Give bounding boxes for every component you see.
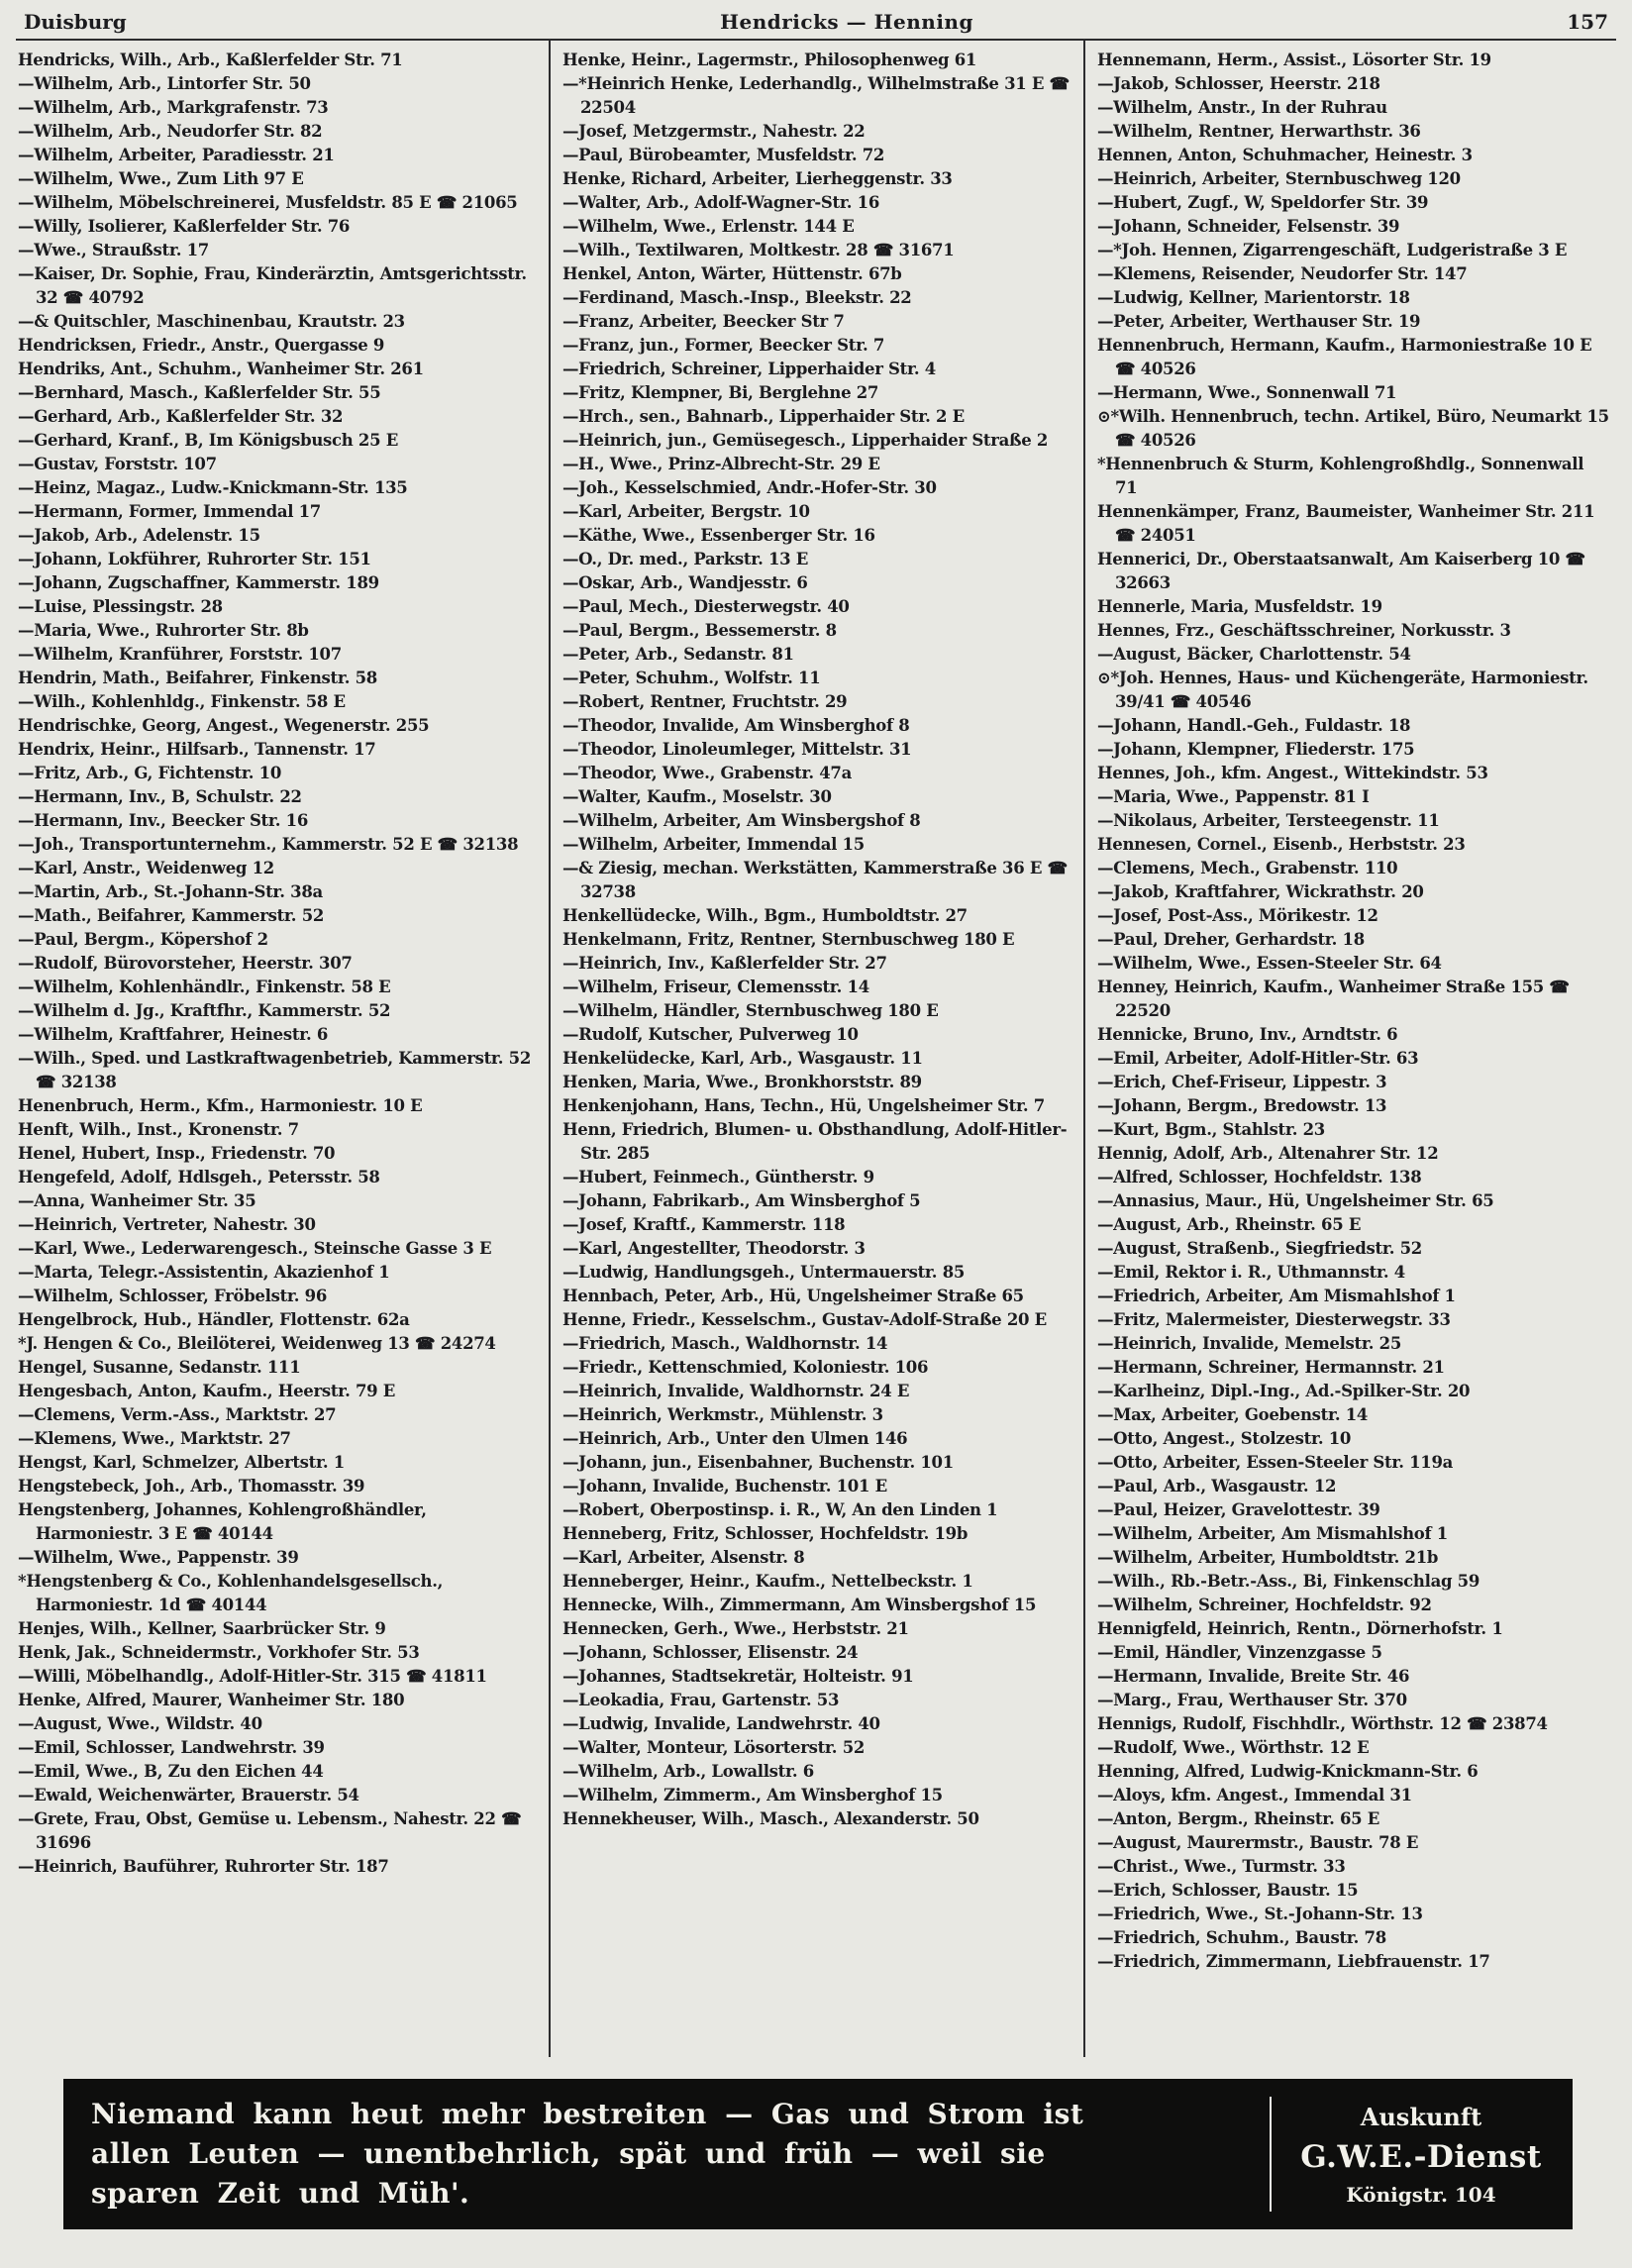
directory-entry: Henkelüdecke, Karl, Arb., Wasgaustr. 11 [561, 1049, 923, 1068]
directory-entry: —Walter, Arb., Adolf-Wagner-Str. 16 [561, 193, 880, 212]
directory-entry: Henke, Heinr., Lagermstr., Philosophenweg 61 [561, 51, 977, 69]
directory-entry: —Wilhelm, Händler, Sternbuschweg 180 E [561, 1001, 939, 1020]
directory-entry: Hendriks, Ant., Schuhm., Wanheimer Str. 261 [18, 360, 424, 378]
directory-entry: Henke, Alfred, Maurer, Wanheimer Str. 180 [18, 1691, 405, 1709]
directory-entry: —Wilhelm, Wwe., Essen-Steeler Str. 64 [1096, 954, 1442, 973]
directory-entry: —Karl, Arbeiter, Alsenstr. 8 [561, 1548, 805, 1567]
directory-entry: —Käthe, Wwe., Essenberger Str. 16 [561, 526, 875, 545]
directory-entry: Hengel, Susanne, Sedanstr. 111 [18, 1358, 301, 1377]
directory-entry: —Gerhard, Kranf., B, Im Königsbusch 25 E [18, 431, 398, 450]
header-title: Hendricks — Henning [720, 10, 973, 34]
directory-entry: —Peter, Arbeiter, Werthauser Str. 19 [1096, 312, 1421, 331]
directory-entry: —Emil, Arbeiter, Adolf-Hitler-Str. 63 [1096, 1049, 1419, 1068]
directory-entry: —Johann, Fabrikarb., Am Winsberghof 5 [561, 1191, 921, 1210]
directory-entry: —Walter, Monteur, Lösorterstr. 52 [561, 1738, 866, 1757]
directory-entry: —Gustav, Forststr. 107 [18, 455, 217, 473]
directory-entry: Hengstebeck, Joh., Arb., Thomasstr. 39 [18, 1477, 365, 1495]
directory-entry: —Klemens, Reisender, Neudorfer Str. 147 [1096, 264, 1468, 283]
directory-entry: Hengstenberg, Johannes, Kohlengroßhändler, Harmoniestr. 3 E ☎ 40144 [18, 1500, 427, 1543]
directory-entry: —Otto, Arbeiter, Essen-Steeler Str. 119a [1096, 1453, 1454, 1472]
directory-entry: Hennigs, Rudolf, Fischhdlr., Wörthstr. 12 ☎ 23874 [1096, 1714, 1548, 1733]
directory-entry: —Heinrich, Invalide, Memelstr. 25 [1096, 1334, 1401, 1353]
directory-entry: —Otto, Angest., Stolzestr. 10 [1096, 1429, 1352, 1448]
directory-entry: —Paul, Bergm., Köpershof 2 [18, 930, 268, 949]
directory-entry: —August, Maurermstr., Baustr. 78 E [1096, 1833, 1419, 1852]
directory-entry: *J. Hengen & Co., Bleilöterei, Weidenweg 13 ☎ 24274 [18, 1334, 496, 1353]
page-number: 157 [1567, 10, 1608, 34]
ad-slogan-line: sparen Zeit und Müh'. [91, 2177, 470, 2210]
directory-entry: —Heinz, Magaz., Ludw.-Knickmann-Str. 135 [18, 478, 408, 497]
directory-entry: —Wilhelm, Arbeiter, Humboldtstr. 21b [1096, 1548, 1439, 1567]
directory-entry: Hennes, Joh., kfm. Angest., Wittekindstr. 53 [1096, 764, 1488, 782]
directory-entry: Henneberg, Fritz, Schlosser, Hochfeldstr. 19b [561, 1524, 969, 1543]
directory-entry: Henne, Friedr., Kesselschm., Gustav-Adolf-Straße 20 E [561, 1310, 1047, 1329]
directory-entry: —Robert, Oberpostinsp. i. R., W, An den Linden 1 [561, 1500, 998, 1519]
ad-slogan-line: allen Leuten — unentbehrlich, spät und früh — weil sie [91, 2137, 1046, 2170]
directory-entry: —Wilhelm, Arbeiter, Paradiesstr. 21 [18, 146, 335, 164]
directory-entry: —Rudolf, Wwe., Wörthstr. 12 E [1096, 1738, 1370, 1757]
directory-entry: —Wilhelm, Kranführer, Forststr. 107 [18, 645, 342, 664]
directory-columns [14, 41, 1618, 2057]
directory-entry: —Hrch., sen., Bahnarb., Lipperhaider Str. 2 E [561, 407, 965, 426]
directory-entry: —Ferdinand, Masch.-Insp., Bleekstr. 22 [561, 288, 912, 307]
directory-entry: —Marg., Frau, Werthauser Str. 370 [1096, 1691, 1407, 1709]
directory-entry: —Paul, Arb., Wasgaustr. 12 [1096, 1477, 1337, 1495]
directory-entry: Hennemann, Herm., Assist., Lösorter Str. 19 [1096, 51, 1491, 69]
directory-entry: —Leokadia, Frau, Gartenstr. 53 [561, 1691, 840, 1709]
directory-entry: —H., Wwe., Prinz-Albrecht-Str. 29 E [561, 455, 880, 473]
directory-entry: —Hermann, Schreiner, Hermannstr. 21 [1096, 1358, 1445, 1377]
directory-entry: —Jakob, Kraftfahrer, Wickrathstr. 20 [1096, 882, 1424, 901]
directory-entry: —Friedrich, Schreiner, Lipperhaider Str. 4 [561, 360, 936, 378]
directory-entry: Hennesen, Cornel., Eisenb., Herbststr. 23 [1096, 835, 1466, 854]
ad-slogan-line: Niemand kann heut mehr bestreiten — Gas und Strom ist [91, 2098, 1084, 2130]
directory-entry: —August, Bäcker, Charlottenstr. 54 [1096, 645, 1411, 664]
directory-entry: —Franz, Arbeiter, Beecker Str 7 [561, 312, 845, 331]
directory-entry: —Friedrich, Arbeiter, Am Mismahlshof 1 [1096, 1287, 1456, 1305]
directory-entry: —Christ., Wwe., Turmstr. 33 [1096, 1857, 1346, 1876]
directory-entry: —Heinrich, Invalide, Waldhornstr. 24 E [561, 1382, 910, 1400]
directory-entry: Hennbach, Peter, Arb., Hü, Ungelsheimer Straße 65 [561, 1287, 1024, 1305]
directory-entry: —Wilhelm, Friseur, Clemensstr. 14 [561, 978, 869, 996]
directory-entry: —Wilhelm, Wwe., Erlenstr. 144 E [561, 217, 855, 236]
directory-entry: —Joh., Transportunternehm., Kammerstr. 52 E ☎ 32138 [18, 835, 519, 854]
directory-entry: —Paul, Bergm., Bessemerstr. 8 [561, 621, 837, 640]
directory-entry: —Wilh., Sped. und Lastkraftwagenbetrieb, Kammerstr. 52 ☎ 32138 [18, 1049, 532, 1091]
directory-entry: —Johannes, Stadtsekretär, Holteistr. 91 [561, 1667, 914, 1686]
directory-entry: ⊙*Joh. Hennes, Haus- und Küchengeräte, Harmoniestr. 39/41 ☎ 40546 [1096, 669, 1588, 711]
directory-entry: —Wilhelm, Schlosser, Fröbelstr. 96 [18, 1287, 328, 1305]
directory-entry: Hennerici, Dr., Oberstaatsanwalt, Am Kaiserberg 10 ☎ 32663 [1096, 550, 1585, 592]
directory-entry: —August, Arb., Rheinstr. 65 E [1096, 1215, 1362, 1234]
directory-entry: —O., Dr. med., Parkstr. 13 E [561, 550, 809, 568]
directory-entry: —Johann, Zugschaffner, Kammerstr. 189 [18, 573, 379, 592]
directory-entry: —Wilhelm, Anstr., In der Ruhrau [1096, 98, 1387, 117]
directory-entry: Henneberger, Heinr., Kaufm., Nettelbeckstr. 1 [561, 1572, 973, 1591]
directory-entry: —Wilhelm, Arbeiter, Am Winsbergshof 8 [561, 811, 921, 830]
directory-entry: Hengefeld, Adolf, Hdlsgeh., Petersstr. 58 [18, 1168, 380, 1186]
directory-entry: —Heinrich, Inv., Kaßlerfelder Str. 27 [561, 954, 887, 973]
directory-entry: —Martin, Arb., St.-Johann-Str. 38a [18, 882, 323, 901]
directory-entry: —*Heinrich Henke, Lederhandlg., Wilhelmstraße 31 E ☎ 22504 [561, 74, 1070, 117]
directory-entry: Hendrix, Heinr., Hilfsarb., Tannenstr. 17 [18, 740, 376, 759]
directory-entry: —Heinrich, Arbeiter, Sternbuschweg 120 [1096, 169, 1461, 188]
directory-entry: Hennecke, Wilh., Zimmermann, Am Winsbergshof 15 [561, 1596, 1037, 1614]
directory-entry: Hengesbach, Anton, Kaufm., Heerstr. 79 E [18, 1382, 396, 1400]
directory-entry: Hennig, Adolf, Arb., Altenahrer Str. 12 [1096, 1144, 1439, 1163]
directory-entry: —Theodor, Invalide, Am Winsberghof 8 [561, 716, 910, 735]
directory-entry: —Wilhelm, Möbelschreinerei, Musfeldstr. 85 E ☎ 21065 [18, 193, 518, 212]
directory-entry: —Bernhard, Masch., Kaßlerfelder Str. 55 [18, 383, 381, 402]
directory-entry: —Alfred, Schlosser, Hochfeldstr. 138 [1096, 1168, 1422, 1186]
ad-slogan [91, 2095, 1250, 2214]
directory-entry: Henel, Hubert, Insp., Friedenstr. 70 [18, 1144, 336, 1163]
directory-entry: —Aloys, kfm. Angest., Immendal 31 [1096, 1786, 1412, 1804]
directory-entry: —Fritz, Malermeister, Diesterwegstr. 33 [1096, 1310, 1451, 1329]
directory-entry: —Gerhard, Arb., Kaßlerfelder Str. 32 [18, 407, 344, 426]
directory-entry: Hennes, Frz., Geschäftsschreiner, Norkusstr. 3 [1096, 621, 1511, 640]
directory-entry: Henney, Heinrich, Kaufm., Wanheimer Straße 155 ☎ 22520 [1096, 978, 1570, 1020]
directory-entry: —Clemens, Verm.-Ass., Marktstr. 27 [18, 1405, 337, 1424]
ad-info-company: G.W.E.-Dienst [1300, 2138, 1542, 2175]
directory-entry: Henkellüdecke, Wilh., Bgm., Humboldtstr. 27 [561, 906, 968, 925]
directory-entry: —Wilh., Textilwaren, Moltkestr. 28 ☎ 31671 [561, 241, 955, 259]
directory-entry: —Paul, Dreher, Gerhardstr. 18 [1096, 930, 1365, 949]
directory-entry: —Johann, Schlosser, Elisenstr. 24 [561, 1643, 859, 1662]
directory-entry: —Hermann, Wwe., Sonnenwall 71 [1096, 383, 1397, 402]
directory-entry: Henjes, Wilh., Kellner, Saarbrücker Str. 9 [18, 1619, 386, 1638]
directory-entry: —Ewald, Weichenwärter, Brauerstr. 54 [18, 1786, 359, 1804]
directory-entry: —Maria, Wwe., Pappenstr. 81 I [1096, 787, 1370, 806]
directory-entry: —Max, Arbeiter, Goebenstr. 14 [1096, 1405, 1369, 1424]
directory-entry: —Oskar, Arb., Wandjesstr. 6 [561, 573, 808, 592]
directory-entry: —Emil, Schlosser, Landwehrstr. 39 [18, 1738, 325, 1757]
directory-entry: Hennigfeld, Heinrich, Rentn., Dörnerhofstr. 1 [1096, 1619, 1503, 1638]
directory-entry: —Emil, Rektor i. R., Uthmannstr. 4 [1096, 1263, 1405, 1282]
directory-entry: —& Ziesig, mechan. Werkstätten, Kammerstraße 36 E ☎ 32738 [561, 859, 1068, 901]
directory-entry: —Peter, Schuhm., Wolfstr. 11 [561, 669, 821, 687]
directory-entry: —Willy, Isolierer, Kaßlerfelder Str. 76 [18, 217, 351, 236]
directory-entry: —Johann, Invalide, Buchenstr. 101 E [561, 1477, 887, 1495]
directory-entry: —Karlheinz, Dipl.-Ing., Ad.-Spilker-Str. 20 [1096, 1382, 1471, 1400]
directory-entry: —Wilhelm, Kraftfahrer, Heinestr. 6 [18, 1025, 329, 1044]
directory-entry: —Wilhelm, Schreiner, Hochfeldstr. 92 [1096, 1596, 1432, 1614]
directory-entry: —Rudolf, Kutscher, Pulverweg 10 [561, 1025, 859, 1044]
directory-entry: —Friedrich, Masch., Waldhornstr. 14 [561, 1334, 888, 1353]
column-3 [1083, 41, 1618, 2057]
directory-entry: —Wilh., Rb.-Betr.-Ass., Bi, Finkenschlag 59 [1096, 1572, 1480, 1591]
directory-entry: Hendrin, Math., Beifahrer, Finkenstr. 58 [18, 669, 377, 687]
directory-entry: —Friedrich, Wwe., St.-Johann-Str. 13 [1096, 1905, 1423, 1923]
directory-entry: —Luise, Plessingstr. 28 [18, 597, 223, 616]
directory-entry: —Wilhelm, Zimmerm., Am Winsberghof 15 [561, 1786, 943, 1804]
directory-entry: —Friedr., Kettenschmied, Koloniestr. 106 [561, 1358, 929, 1377]
directory-entry: —Paul, Heizer, Gravelottestr. 39 [1096, 1500, 1380, 1519]
directory-entry: ⊙*Wilh. Hennenbruch, techn. Artikel, Büro, Neumarkt 15 ☎ 40526 [1096, 407, 1609, 450]
column-2 [549, 41, 1083, 2057]
directory-entry: —Hubert, Feinmech., Güntherstr. 9 [561, 1168, 874, 1186]
directory-entry: —Kaiser, Dr. Sophie, Frau, Kinderärztin, Amtsgerichtsstr. 32 ☎ 40792 [18, 264, 527, 307]
directory-entry: —Peter, Arb., Sedanstr. 81 [561, 645, 794, 664]
directory-entry: —Wilhelm, Arb., Lintorfer Str. 50 [18, 74, 311, 93]
directory-entry: —Heinrich, Werkmstr., Mühlenstr. 3 [561, 1405, 883, 1424]
directory-entry: —Hermann, Inv., B, Schulstr. 22 [18, 787, 302, 806]
advertisement-banner [63, 2079, 1573, 2229]
directory-entry: —Klemens, Wwe., Marktstr. 27 [18, 1429, 291, 1448]
directory-entry: —Fritz, Klempner, Bi, Berglehne 27 [561, 383, 879, 402]
directory-entry: Henke, Richard, Arbeiter, Lierheggenstr. 33 [561, 169, 953, 188]
directory-entry: Hendricks, Wilh., Arb., Kaßlerfelder Str. 71 [18, 51, 403, 69]
header-place: Duisburg [24, 10, 127, 34]
directory-entry: —Josef, Post-Ass., Mörikestr. 12 [1096, 906, 1378, 925]
directory-entry: —August, Straßenb., Siegfriedstr. 52 [1096, 1239, 1422, 1258]
directory-entry: —Johann, Klempner, Fliederstr. 175 [1096, 740, 1415, 759]
directory-entry: —Wilhelm, Arb., Markgrafenstr. 73 [18, 98, 329, 117]
directory-entry: Henken, Maria, Wwe., Bronkhorststr. 89 [561, 1073, 922, 1091]
directory-entry: —Wwe., Straußstr. 17 [18, 241, 209, 259]
directory-entry: —Nikolaus, Arbeiter, Tersteegenstr. 11 [1096, 811, 1440, 830]
directory-entry: Hennen, Anton, Schuhmacher, Heinestr. 3 [1096, 146, 1473, 164]
directory-entry: —August, Wwe., Wildstr. 40 [18, 1714, 262, 1733]
directory-entry: —Karl, Arbeiter, Bergstr. 10 [561, 502, 810, 521]
directory-entry: —Math., Beifahrer, Kammerstr. 52 [18, 906, 325, 925]
directory-entry: —Heinrich, Vertreter, Nahestr. 30 [18, 1215, 316, 1234]
directory-entry: Hennerle, Maria, Musfeldstr. 19 [1096, 597, 1382, 616]
directory-entry: —Annasius, Maur., Hü, Ungelsheimer Str. 65 [1096, 1191, 1494, 1210]
directory-entry: Hendrischke, Georg, Angest., Wegenerstr. 255 [18, 716, 430, 735]
directory-entry: Hendricksen, Friedr., Anstr., Quergasse 9 [18, 336, 385, 355]
directory-entry: —Ludwig, Kellner, Marientorstr. 18 [1096, 288, 1410, 307]
directory-entry: —Hermann, Former, Immendal 17 [18, 502, 321, 521]
directory-entry: —Josef, Kraftf., Kammerstr. 118 [561, 1215, 846, 1234]
directory-entry: —Wilhelm, Wwe., Zum Lith 97 E [18, 169, 304, 188]
directory-entry: —Karl, Wwe., Lederwarengesch., Steinsche Gasse 3 E [18, 1239, 492, 1258]
directory-entry: —Wilhelm, Wwe., Pappenstr. 39 [18, 1548, 299, 1567]
directory-entry: —Rudolf, Bürovorsteher, Heerstr. 307 [18, 954, 353, 973]
directory-entry: —Johann, Handl.-Geh., Fuldastr. 18 [1096, 716, 1411, 735]
directory-entry: Henft, Wilh., Inst., Kronenstr. 7 [18, 1120, 299, 1139]
directory-entry: —Wilhelm, Arbeiter, Am Mismahlshof 1 [1096, 1524, 1448, 1543]
directory-entry: —Ludwig, Handlungsgeh., Untermauerstr. 85 [561, 1263, 966, 1282]
directory-entry: —Theodor, Wwe., Grabenstr. 47a [561, 764, 852, 782]
directory-entry: —Grete, Frau, Obst, Gemüse u. Lebensm., Nahestr. 22 ☎ 31696 [18, 1809, 522, 1852]
directory-entry: —Willi, Möbelhandlg., Adolf-Hitler-Str. 315 ☎ 41811 [18, 1667, 487, 1686]
directory-entry: —Wilhelm, Arbeiter, Immendal 15 [561, 835, 865, 854]
directory-entry: Hennecken, Gerh., Wwe., Herbststr. 21 [561, 1619, 909, 1638]
directory-entry: —Wilhelm, Arb., Neudorfer Str. 82 [18, 122, 323, 141]
page-header [14, 6, 1618, 39]
ad-info-heading: Auskunft [1360, 2102, 1482, 2131]
directory-entry: —Wilh., Kohlenhldg., Finkenstr. 58 E [18, 692, 346, 711]
directory-entry: —Heinrich, Arb., Unter den Ulmen 146 [561, 1429, 908, 1448]
directory-entry: —Joh., Kesselschmied, Andr.-Hofer-Str. 30 [561, 478, 937, 497]
directory-entry: —Hermann, Invalide, Breite Str. 46 [1096, 1667, 1410, 1686]
directory-entry: —Johann, Lokführer, Ruhrorter Str. 151 [18, 550, 371, 568]
directory-entry: —Franz, jun., Former, Beecker Str. 7 [561, 336, 885, 355]
directory-entry: Henenbruch, Herm., Kfm., Harmoniestr. 10 E [18, 1096, 423, 1115]
directory-entry: —Hermann, Inv., Beecker Str. 16 [18, 811, 309, 830]
directory-entry: —Anton, Bergm., Rheinstr. 65 E [1096, 1809, 1380, 1828]
directory-entry: *Hennenbruch & Sturm, Kohlengroßhdlg., Sonnenwall 71 [1096, 455, 1584, 497]
directory-entry: —Emil, Wwe., B, Zu den Eichen 44 [18, 1762, 324, 1781]
column-1 [14, 41, 549, 2057]
directory-entry: —Friedrich, Schuhm., Baustr. 78 [1096, 1928, 1386, 1947]
directory-entry: —Walter, Kaufm., Moselstr. 30 [561, 787, 832, 806]
directory-entry: —Wilhelm, Rentner, Herwarthstr. 36 [1096, 122, 1421, 141]
directory-entry: —Johann, jun., Eisenbahner, Buchenstr. 101 [561, 1453, 954, 1472]
directory-entry: —Paul, Mech., Diesterwegstr. 40 [561, 597, 850, 616]
directory-entry: —Kurt, Bgm., Stahlstr. 23 [1096, 1120, 1325, 1139]
directory-entry: Henkenjohann, Hans, Techn., Hü, Ungelsheimer Str. 7 [561, 1096, 1045, 1115]
directory-entry: —Anna, Wanheimer Str. 35 [18, 1191, 256, 1210]
directory-entry: Henk, Jak., Schneidermstr., Vorkhofer Str. 53 [18, 1643, 420, 1662]
directory-entry: —Johann, Bergm., Bredowstr. 13 [1096, 1096, 1387, 1115]
directory-entry: —Erich, Schlosser, Baustr. 15 [1096, 1881, 1359, 1900]
directory-entry: —Hubert, Zugf., W, Speldorfer Str. 39 [1096, 193, 1429, 212]
directory-entry: —Robert, Rentner, Fruchtstr. 29 [561, 692, 848, 711]
directory-entry: —Theodor, Linoleumleger, Mittelstr. 31 [561, 740, 912, 759]
directory-entry: —& Quitschler, Maschinenbau, Krautstr. 23 [18, 312, 405, 331]
directory-entry: —Erich, Chef-Friseur, Lippestr. 3 [1096, 1073, 1387, 1091]
directory-entry: —Jakob, Arb., Adelenstr. 15 [18, 526, 260, 545]
directory-entry: —Wilhelm d. Jg., Kraftfhr., Kammerstr. 52 [18, 1001, 391, 1020]
directory-entry: —Karl, Angestellter, Theodorstr. 3 [561, 1239, 866, 1258]
directory-entry: —Paul, Bürobeamter, Musfeldstr. 72 [561, 146, 885, 164]
directory-entry: Henkelmann, Fritz, Rentner, Sternbuschweg 180 E [561, 930, 1015, 949]
directory-entry: *Hengstenberg & Co., Kohlenhandelsgesellsch., Harmoniestr. 1d ☎ 40144 [18, 1572, 444, 1614]
directory-entry: —Clemens, Mech., Grabenstr. 110 [1096, 859, 1398, 877]
directory-entry: —Fritz, Arb., G, Fichtenstr. 10 [18, 764, 282, 782]
directory-entry: —Ludwig, Invalide, Landwehrstr. 40 [561, 1714, 880, 1733]
directory-entry: Hennekheuser, Wilh., Masch., Alexanderstr. 50 [561, 1809, 979, 1828]
directory-entry: —Josef, Metzgermstr., Nahestr. 22 [561, 122, 866, 141]
ad-divider [1270, 2097, 1272, 2212]
directory-entry: Henning, Alfred, Ludwig-Knickmann-Str. 6 [1096, 1762, 1479, 1781]
directory-entry: Henn, Friedrich, Blumen- u. Obsthandlung, Adolf-Hitler-Str. 285 [561, 1120, 1068, 1163]
directory-entry: —Emil, Händler, Vinzenzgasse 5 [1096, 1643, 1382, 1662]
directory-entry: —Wilhelm, Kohlenhändlr., Finkenstr. 58 E [18, 978, 391, 996]
directory-entry: —Wilhelm, Arb., Lowallstr. 6 [561, 1762, 814, 1781]
ad-info [1297, 2095, 1545, 2214]
directory-entry: Hennenkämper, Franz, Baumeister, Wanheimer Str. 211 ☎ 24051 [1096, 502, 1595, 545]
directory-entry: Hennicke, Bruno, Inv., Arndtstr. 6 [1096, 1025, 1398, 1044]
directory-entry: —Marta, Telegr.-Assistentin, Akazienhof 1 [18, 1263, 390, 1282]
directory-entry: —Karl, Anstr., Weidenweg 12 [18, 859, 274, 877]
directory-entry: —Heinrich, jun., Gemüsegesch., Lipperhaider Straße 2 [561, 431, 1049, 450]
directory-entry: Hengelbrock, Hub., Händler, Flottenstr. 62a [18, 1310, 410, 1329]
ad-info-address: Königstr. 104 [1346, 2182, 1496, 2207]
directory-entry: —Jakob, Schlosser, Heerstr. 218 [1096, 74, 1380, 93]
directory-entry: Hennenbruch, Hermann, Kaufm., Harmoniestraße 10 E ☎ 40526 [1096, 336, 1592, 378]
directory-entry: —Heinrich, Bauführer, Ruhrorter Str. 187 [18, 1857, 389, 1876]
directory-entry: —Friedrich, Zimmermann, Liebfrauenstr. 17 [1096, 1952, 1490, 1971]
directory-entry: —Johann, Schneider, Felsenstr. 39 [1096, 217, 1400, 236]
directory-entry: Henkel, Anton, Wärter, Hüttenstr. 67b [561, 264, 902, 283]
directory-entry: —Maria, Wwe., Ruhrorter Str. 8b [18, 621, 309, 640]
directory-entry: —*Joh. Hennen, Zigarrengeschäft, Ludgeristraße 3 E [1096, 241, 1568, 259]
directory-entry: Hengst, Karl, Schmelzer, Albertstr. 1 [18, 1453, 345, 1472]
